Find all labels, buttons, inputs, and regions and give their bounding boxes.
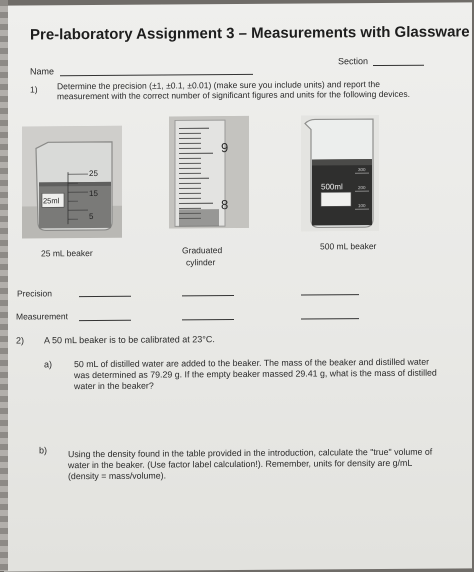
page-title: Pre-laboratory Assignment 3 – Measurements with Glassware — [30, 23, 470, 43]
beaker-500ml-drawing — [301, 115, 379, 232]
question-2a-label: a) — [44, 359, 52, 369]
beaker-500-mark-100: 100 — [358, 203, 366, 208]
question-2b-text: Using the density found in the table provided in the introduction, calculate the "true" volume of water in the beaker. (Use factor label calculation!). Remember, units for density are g/mL (density = mass/volume). — [68, 447, 438, 483]
measurement-label: Measurement — [16, 311, 68, 321]
beaker-500-mark-300: 300 — [358, 167, 366, 172]
beaker-25-mark-15: 15 — [89, 189, 98, 198]
cylinder-mark-9: 9 — [221, 140, 228, 155]
precision-label: Precision — [17, 288, 52, 298]
caption-cylinder: cylinder — [186, 257, 215, 267]
precision-blank-beaker500[interactable] — [301, 294, 359, 295]
beaker-500-mark-200: 200 — [358, 185, 366, 190]
notebook-binding-edge — [0, 0, 8, 571]
question-1-instruction-line2: measurement with the correct number of significant figures and units for the following devices. — [57, 89, 410, 101]
caption-graduated: Graduated — [182, 245, 222, 255]
cylinder-mark-8: 8 — [221, 197, 228, 212]
caption-25ml-beaker: 25 mL beaker — [41, 248, 93, 258]
caption-500ml-beaker: 500 mL beaker — [320, 241, 376, 251]
measurement-blank-cylinder[interactable] — [182, 319, 234, 320]
graduated-cylinder-drawing — [169, 116, 249, 229]
name-label: Name — [30, 66, 54, 76]
beaker-25-mark-25: 25 — [89, 169, 98, 178]
precision-blank-beaker25[interactable] — [79, 296, 131, 297]
beaker-25ml-photo — [22, 126, 122, 239]
beaker-25-mark-5: 5 — [89, 212, 94, 221]
measurement-blank-beaker500[interactable] — [301, 318, 359, 319]
graduated-cylinder-photo — [169, 116, 249, 229]
section-blank[interactable] — [373, 65, 424, 66]
worksheet-page — [4, 2, 472, 571]
question-2b-label: b) — [39, 445, 47, 455]
precision-blank-cylinder[interactable] — [182, 295, 234, 296]
beaker-500ml-photo — [301, 115, 379, 232]
beaker-25-graduation-label: 25ml — [43, 196, 60, 205]
measurement-blank-beaker25[interactable] — [79, 320, 131, 321]
section-label: Section — [338, 56, 368, 66]
question-1-instruction-line1: Determine the precision (±1, ±0.1, ±0.01) (make sure you include units) and report the — [57, 79, 380, 91]
question-2a-text: 50 mL of distilled water are added to the beaker. The mass of the beaker and distilled water was determined as 79.29 g. If the empty beaker massed 29.41 g, what is the mass of distilled water in the beaker? — [74, 357, 444, 393]
beaker-25ml-drawing — [22, 126, 122, 239]
question-1-number: 1) — [30, 84, 38, 94]
name-blank[interactable] — [60, 74, 253, 76]
question-2-prompt: A 50 mL beaker is to be calibrated at 23°C. — [44, 334, 215, 345]
beaker-500-graduation-label: 500ml — [321, 182, 343, 191]
question-2-number: 2) — [16, 335, 24, 345]
